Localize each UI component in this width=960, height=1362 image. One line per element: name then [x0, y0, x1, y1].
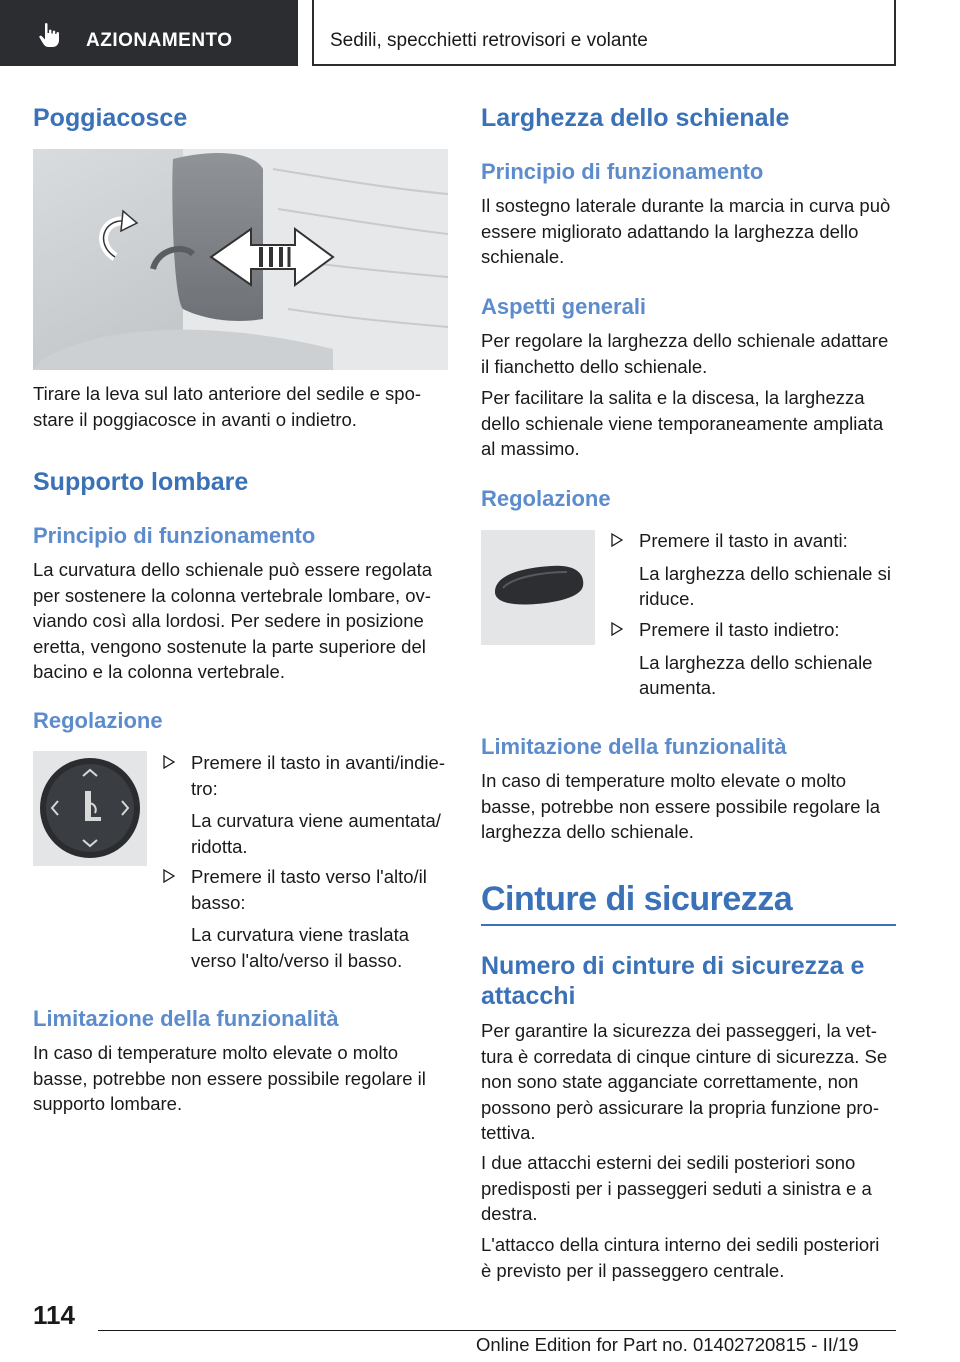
- heading-poggiacosce: Poggiacosce: [33, 104, 188, 132]
- hand-pointer-icon: [38, 22, 62, 48]
- triangle-bullet-icon: [611, 622, 623, 636]
- triangle-bullet-icon: [163, 755, 175, 769]
- lumbar-switch-illustration: [33, 751, 147, 866]
- thigh-support-illustration: [33, 149, 448, 370]
- paragraph-limitazione-lombare: In caso di temperature molto elevate o molto basse, potrebbe non essere possibile regolare il supporto lombare.: [33, 1042, 426, 1114]
- width-switch-illustration: [481, 530, 595, 645]
- footer-rule: [98, 1330, 896, 1331]
- heading-supporto-lombare: Supporto lombare: [33, 468, 249, 496]
- heading-cinture: Cinture di sicurezza: [481, 880, 793, 918]
- paragraph-attacco-centrale: L'attacco della cintura interno dei sedili posteriori è previsto per il passeggero centrale.: [481, 1234, 880, 1281]
- paragraph-poggiacosce: Tirare la leva sul lato anteriore del sedile e spo- stare il poggiacosce in avanti o indietro.: [33, 383, 422, 430]
- heading-principio: Principio di funzionamento: [33, 523, 316, 548]
- heading-rule: [481, 924, 896, 926]
- heading-limitazione: Limitazione della funzionalità: [481, 734, 787, 759]
- triangle-bullet-icon: [163, 869, 175, 883]
- heading-regolazione: Regolazione: [481, 486, 611, 511]
- heading-numero-cinture: Numero di cinture di sicurezza e attacchi: [481, 952, 865, 1010]
- heading-larghezza: Larghezza dello schienale: [481, 104, 790, 132]
- page-number: 114: [33, 1300, 75, 1330]
- edition-note: Online Edition for Part no. 01402720815 - II/19: [476, 1334, 859, 1355]
- heading-limitazione: Limitazione della funzionalità: [33, 1006, 339, 1031]
- section-title: AZIONAMENTO: [86, 30, 233, 51]
- paragraph-numero-cinture: Per garantire la sicurezza dei passeggeri, la vet- tura è corredata di cinque cinture di sicurezza. Se non sono state agganciate correttamente, non possono però assicurare la propria funzione pro- tettiva.: [481, 1020, 888, 1143]
- section-tab: [0, 0, 298, 66]
- paragraph-principio-lombare: La curvatura dello schienale può essere regolata per sostenere la colonna vertebrale lombare, ov- viando così alla lordosi. Per sedere in posizione eretta, vengono sostenute la parte superiore del bacino e la colonna vertebrale.: [33, 559, 433, 682]
- heading-regolazione: Regolazione: [33, 708, 163, 733]
- paragraph-attacchi-esterni: I due attacchi esterni dei sedili posteriori sono predisposti per i passeggeri seduti a sinistra e a destra.: [481, 1152, 872, 1224]
- paragraph-aspetti-2: Per facilitare la salita e la discesa, la larghezza dello schienale viene temporaneamente ampliata al massimo.: [481, 387, 884, 459]
- triangle-bullet-icon: [611, 533, 623, 547]
- heading-aspetti-generali: Aspetti generali: [481, 294, 647, 319]
- paragraph-principio-larghezza: Il sostegno laterale durante la marcia in curva può essere migliorato adattando la larghezza dello schienale.: [481, 195, 891, 267]
- chapter-box: [312, 0, 896, 66]
- paragraph-aspetti-1: Per regolare la larghezza dello schienale adattare il fianchetto dello schienale.: [481, 330, 889, 377]
- heading-principio: Principio di funzionamento: [481, 159, 764, 184]
- paragraph-limitazione-larghezza: In caso di temperature molto elevate o molto basse, potrebbe non essere possibile regolare la larghezza dello schienale.: [481, 770, 881, 842]
- chapter-title: Sedili, specchietti retrovisori e volante: [330, 30, 648, 51]
- page-header: [0, 0, 960, 66]
